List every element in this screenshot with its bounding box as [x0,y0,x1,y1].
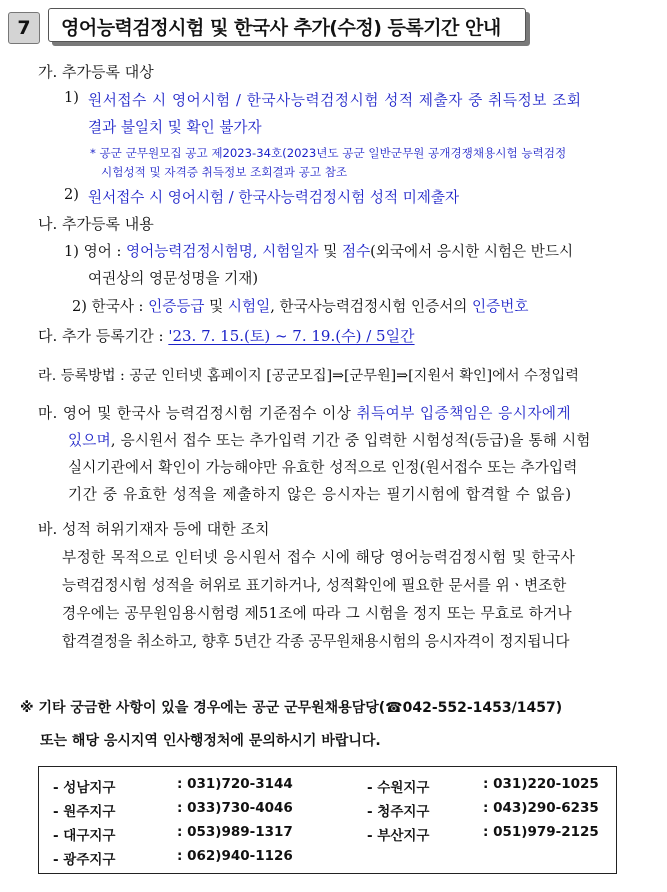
section-na-heading: 나. 추가등록 내용 [38,215,154,233]
office-name: - 광주지구 [53,852,116,868]
ba-line1: 부정한 목적으로 인터넷 응시원서 접수 시에 해당 영어능력검정시험 및 한국사 [62,549,576,566]
office-name: - 청주지구 [367,804,430,820]
na-item1-score: 점수 [341,243,371,260]
na-item1-exam-name: 영어능력검정시험명, 시험일자 [126,243,319,260]
ma-line1 [38,402,571,423]
ma-line1-text: 마. 영어 및 한국사 능력검정시험 기준점수 이상 [38,405,357,422]
na-item2-label: 한국사 : [91,298,149,315]
contact-line1: ※ 기타 궁금한 사항이 있을 경우에는 공군 군무원채용담당(☎042-552-1453/1457) [20,700,563,716]
office-name: - 대구지구 [53,828,116,844]
ga-note-line1: * 공군 군무원모집 공고 제2023-34호(2023년도 공군 일반군무원 공개경쟁채용시험 능력검정 [90,146,567,160]
office-phone: : 043)290-6235 [483,800,599,816]
na-item2-grade: 인증등급 [148,298,205,315]
na-item1-label: 영어 : [83,243,127,260]
na-item2-cert-number: 인증번호 [472,298,529,315]
ga-item1-number: 1) [64,89,79,106]
office-phone: : 031)220-1025 [483,776,599,792]
ma-burden-of-proof-end: 있으며 [68,432,111,449]
office-name: - 성남지구 [53,780,116,796]
registration-period: '23. 7. 15.(토) ~ 7. 19.(수) / 5일간 [168,327,415,345]
office-name: - 원주지구 [53,804,116,820]
office-name: - 수원지구 [367,780,430,796]
ba-line4: 합격결정을 취소하고, 향후 5년간 각종 공무원채용시험의 응시자격이 정지됩니다 [62,633,570,650]
section-da-label: 다. 추가 등록기간 : [38,327,169,345]
na-item2-exam-date: 시험일 [227,298,271,315]
section-ba-heading: 바. 성적 허위기재자 등에 대한 조치 [38,520,270,538]
ma-line2-text: , 응시원서 접수 또는 추가입력 기간 중 입력한 시험성적(등급)을 통해 시험 [110,432,591,449]
ma-burden-of-proof: 취득여부 입증책임은 응시자에게 [356,405,572,422]
na-item2-number: 2) [72,298,87,315]
office-name: - 부산지구 [367,828,430,844]
section-ga-heading: 가. 추가등록 대상 [38,63,154,81]
na-item2-and: 및 [204,298,228,315]
na-item2-mid: , 한국사능력검정시험 인증서의 [270,298,473,315]
ba-line3: 경우에는 공무원임용시험령 제51조에 따라 그 시험을 정지 또는 무효로 하거나 [62,605,572,622]
ma-line4: 기간 중 유효한 성적을 제출하지 않은 응시자는 필기시험에 합격할 수 없음) [68,486,572,503]
page-title: 영어능력검정시험 및 한국사 추가(수정) 등록기간 안내 [61,17,501,39]
ba-line2: 능력검정시험 성적을 허위로 표기하거나, 성적확인에 필요한 문서를 위ㆍ변조한 [62,577,567,594]
na-item1-line2: 여권상의 영문성명을 기재) [88,270,259,287]
office-phone: : 033)730-4046 [177,800,293,816]
section-da-line [38,325,415,346]
section-ra-text: 라. 등록방법 : 공군 인터넷 홈페이지 [공군모집]⇒[군무원]⇒[지원서 확인]에서 수정입력 [38,368,579,384]
ma-line3: 실시기관에서 확인이 가능해야만 유효한 성적으로 인정(원서접수 또는 추가입력 [68,459,578,476]
office-phone: : 062)940-1126 [177,848,293,864]
office-phone: : 053)989-1317 [177,824,293,840]
na-item1-rest: (외국에서 응시한 시험은 반드시 [370,243,574,260]
section-number-badge: 7 [8,12,40,44]
ga-note-line2: 시험성적 및 자격증 취득정보 조회결과 공고 참조 [101,165,348,179]
na-item1-line1 [64,240,573,261]
ga-item2-number: 2) [64,186,79,203]
na-item2-line [72,295,528,316]
ga-item1-line1: 원서접수 시 영어시험 / 한국사능력검정시험 성적 제출자 중 취득정보 조회 [88,92,582,109]
title-box [48,8,526,42]
ga-item2-text: 원서접수 시 영어시험 / 한국사능력검정시험 성적 미제출자 [88,189,460,206]
ma-line2 [68,429,591,450]
office-phone: : 031)720-3144 [177,776,293,792]
ga-item1-line2: 결과 불일치 및 확인 불가자 [88,119,262,136]
section-header [8,8,524,44]
contact-line2: 또는 해당 응시지역 인사행정처에 문의하시기 바랍니다. [40,733,381,749]
office-phone: : 051)979-2125 [483,824,599,840]
na-item1-and: 및 [318,243,342,260]
regional-contact-box [38,766,617,874]
na-item1-number: 1) [64,243,79,260]
